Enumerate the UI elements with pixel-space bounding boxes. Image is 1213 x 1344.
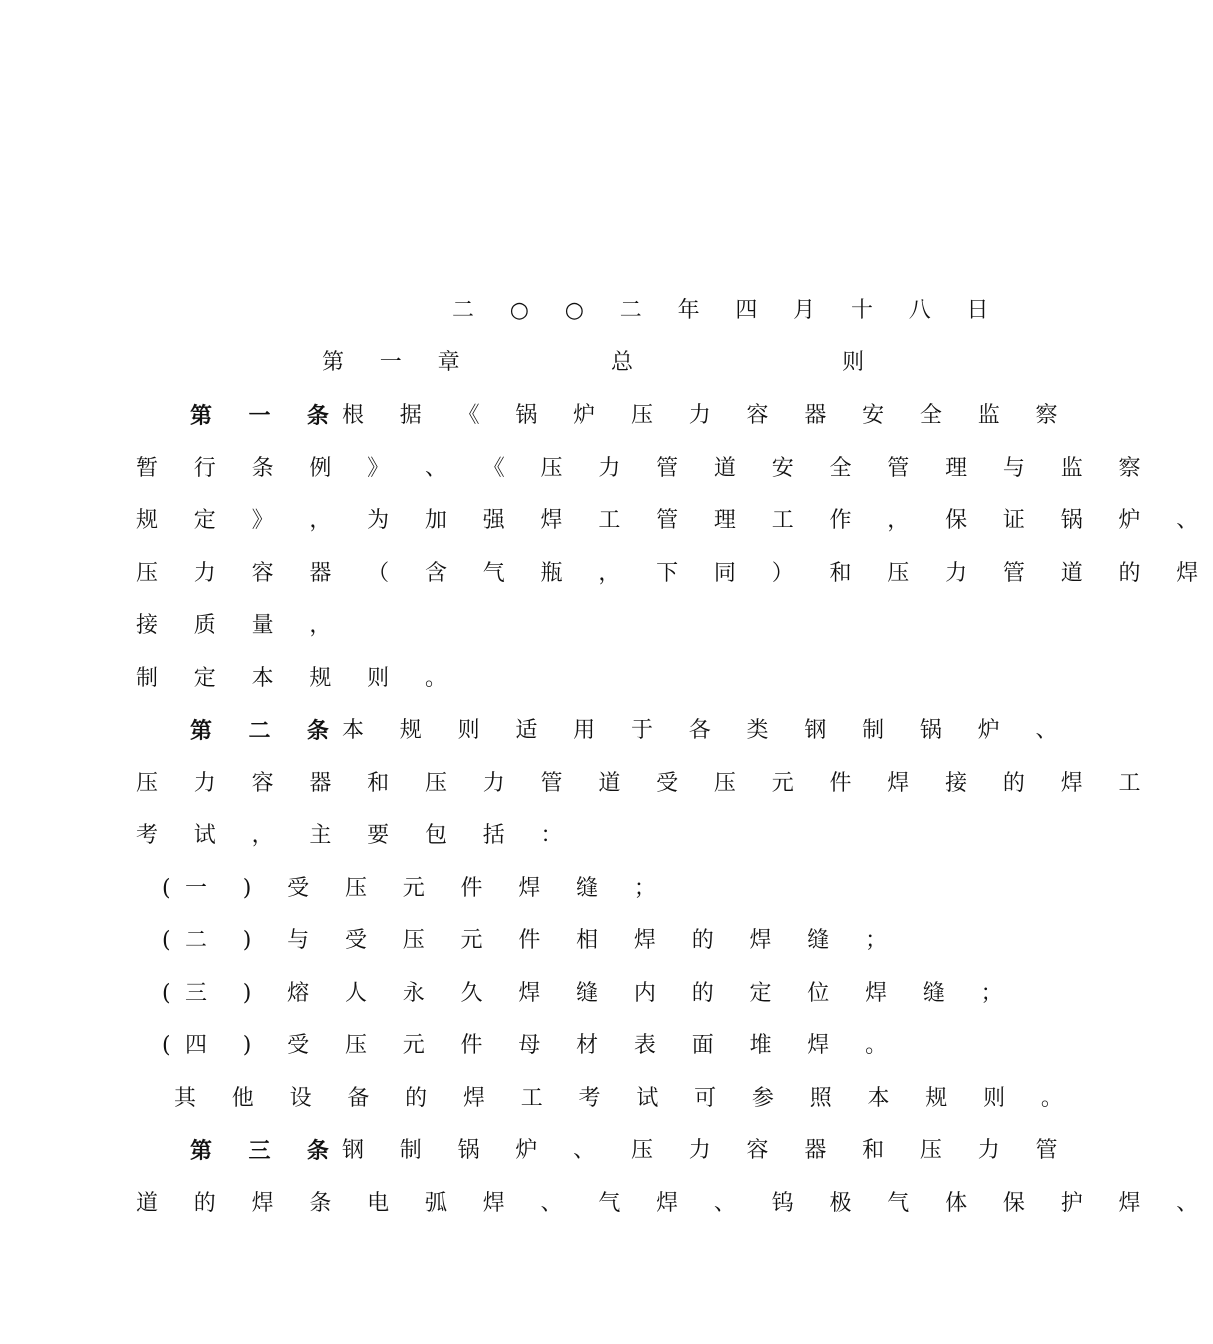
article-2-item: (一 ) 受 压 元 件 焊 缝 ； bbox=[162, 876, 671, 901]
article-2-item: (二 ) 与 受 压 元 件 相 焊 的 焊 缝 ； bbox=[162, 928, 902, 953]
article-1-line: 接 质 量 ， bbox=[136, 613, 346, 638]
article-1-label: 第 一 条 bbox=[190, 403, 344, 429]
chapter-title: 第 一 章 总 则 bbox=[322, 350, 879, 375]
article-1-line: 制 定 本 规 则 。 bbox=[136, 666, 462, 691]
article-2-closing: 其 他 设 备 的 焊 工 考 试 可 参 照 本 规 则 。 bbox=[174, 1086, 1078, 1111]
article-2-line: 考 试 ， 主 要 包 括 ： bbox=[136, 823, 577, 848]
article-2-line: 本 规 则 适 用 于 各 类 钢 制 锅 炉 、 bbox=[342, 718, 1072, 743]
article-3-line: 道 的 焊 条 电 弧 焊 、 气 焊 、 钨 极 气 体 保 护 焊 、 bbox=[136, 1191, 1213, 1216]
article-1-line: 暂 行 条 例 》 、 《 压 力 管 道 安 全 管 理 与 监 察 bbox=[136, 456, 1155, 481]
article-1-line: 规 定 》 ， 为 加 强 焊 工 管 理 工 作 ， 保 证 锅 炉 、 bbox=[136, 508, 1213, 533]
article-1-line: 根 据 《 锅 炉 压 力 容 器 安 全 监 察 bbox=[342, 403, 1072, 428]
article-2-label: 第 二 条 bbox=[190, 718, 344, 744]
article-3-line: 钢 制 锅 炉 、 压 力 容 器 和 压 力 管 bbox=[342, 1138, 1072, 1163]
article-3-label: 第 三 条 bbox=[190, 1138, 344, 1164]
document-date: 二 ○ ○ 二 年 四 月 十 八 日 bbox=[452, 298, 1003, 323]
article-2-line: 压 力 容 器 和 压 力 管 道 受 压 元 件 焊 接 的 焊 工 bbox=[136, 771, 1155, 796]
article-2-item: (三 ) 熔 人 永 久 焊 缝 内 的 定 位 焊 缝 ； bbox=[162, 981, 1018, 1006]
article-2-item: (四 ) 受 压 元 件 母 材 表 面 堆 焊 。 bbox=[162, 1033, 902, 1058]
article-1-line: 压 力 容 器 （ 含 气 瓶 ， 下 同 ） 和 压 力 管 道 的 焊 bbox=[136, 561, 1213, 586]
